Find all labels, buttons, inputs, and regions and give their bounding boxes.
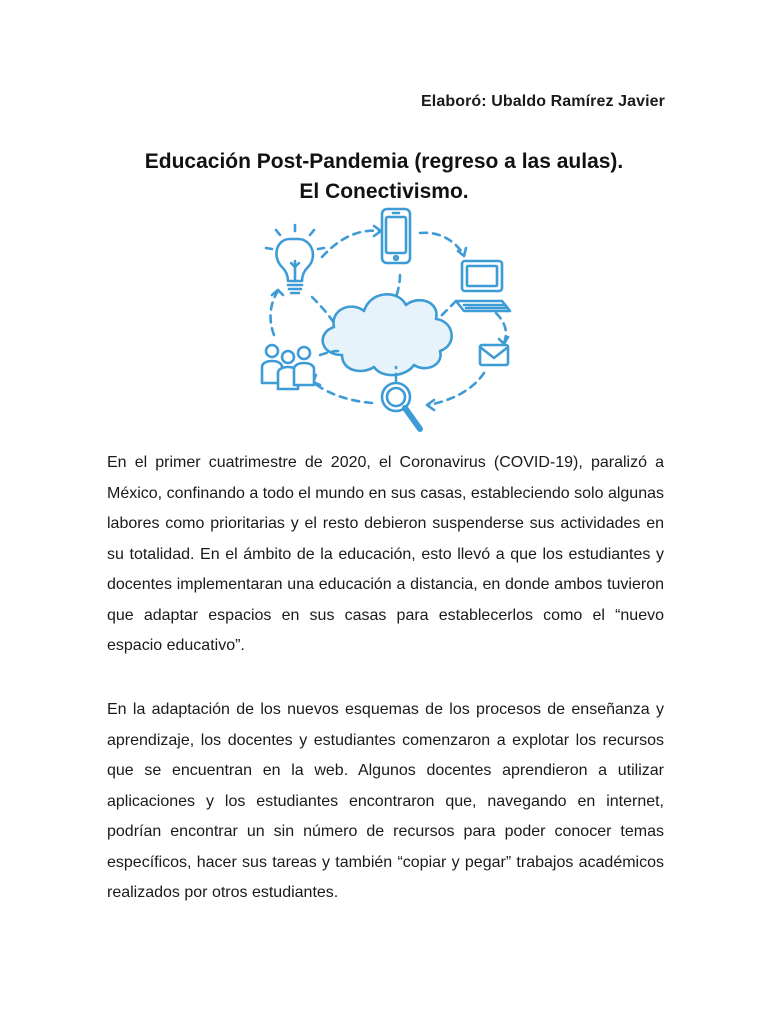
arrow-laptop-to-cloud — [438, 301, 456, 319]
smartphone-icon — [382, 209, 410, 263]
arrow-laptop-to-mail — [496, 313, 506, 343]
laptop-icon — [456, 261, 510, 311]
document-title — [0, 147, 768, 207]
arrow-phone-to-cloud — [396, 275, 400, 297]
connectivism-diagram — [250, 205, 530, 445]
title-line-2: El Conectivismo. — [299, 180, 469, 203]
lightbulb-icon — [266, 225, 324, 293]
paragraph-2: En la adaptación de los nuevos esquemas de los procesos de enseñanza y aprendizaje, los docentes y estudiantes comenzaron a explotar los recursos que se encuentran en la web. Algunos docentes aprendieron a utilizar aplicaciones y los estudiantes encontraron que, navegando en internet, podrían encontrar un sin número de recursos para poder conocer temas específicos, hacer sus tareas y también “copiar y pegar” trabajos académicos realizados por otros estudiantes. — [107, 701, 664, 901]
envelope-icon — [480, 345, 508, 365]
arrow-bulb-to-cloud — [312, 297, 334, 323]
arrow-bulb-to-phone — [322, 231, 380, 257]
arrow-mail-to-magnifier — [428, 373, 484, 405]
author-line: Elaboró: Ubaldo Ramírez Javier — [421, 93, 665, 110]
people-icon — [262, 345, 314, 389]
magnifier-icon — [382, 383, 420, 429]
title-line-1: Educación Post-Pandemia (regreso a las aulas). — [144, 150, 624, 173]
arrow-magnifier-to-people — [314, 383, 372, 403]
paragraph-1: En el primer cuatrimestre de 2020, el Coronavirus (COVID-19), paralizó a México, confinando a todo el mundo en sus casas, estableciendo solo algunas labores como prioritarias y el resto debieron suspenderse sus actividades en su totalidad. En el ámbito de la educación, esto llevó a que los estudiantes y docentes implementaran una educación a distancia, en donde ambos tuvieron que adaptar espacios en sus casas para establecerlos como el “nuevo espacio educativo”. — [107, 454, 664, 654]
arrow-people-to-bulb — [271, 291, 278, 335]
connectivism-illustration — [250, 205, 530, 445]
cloud-icon — [323, 294, 452, 375]
